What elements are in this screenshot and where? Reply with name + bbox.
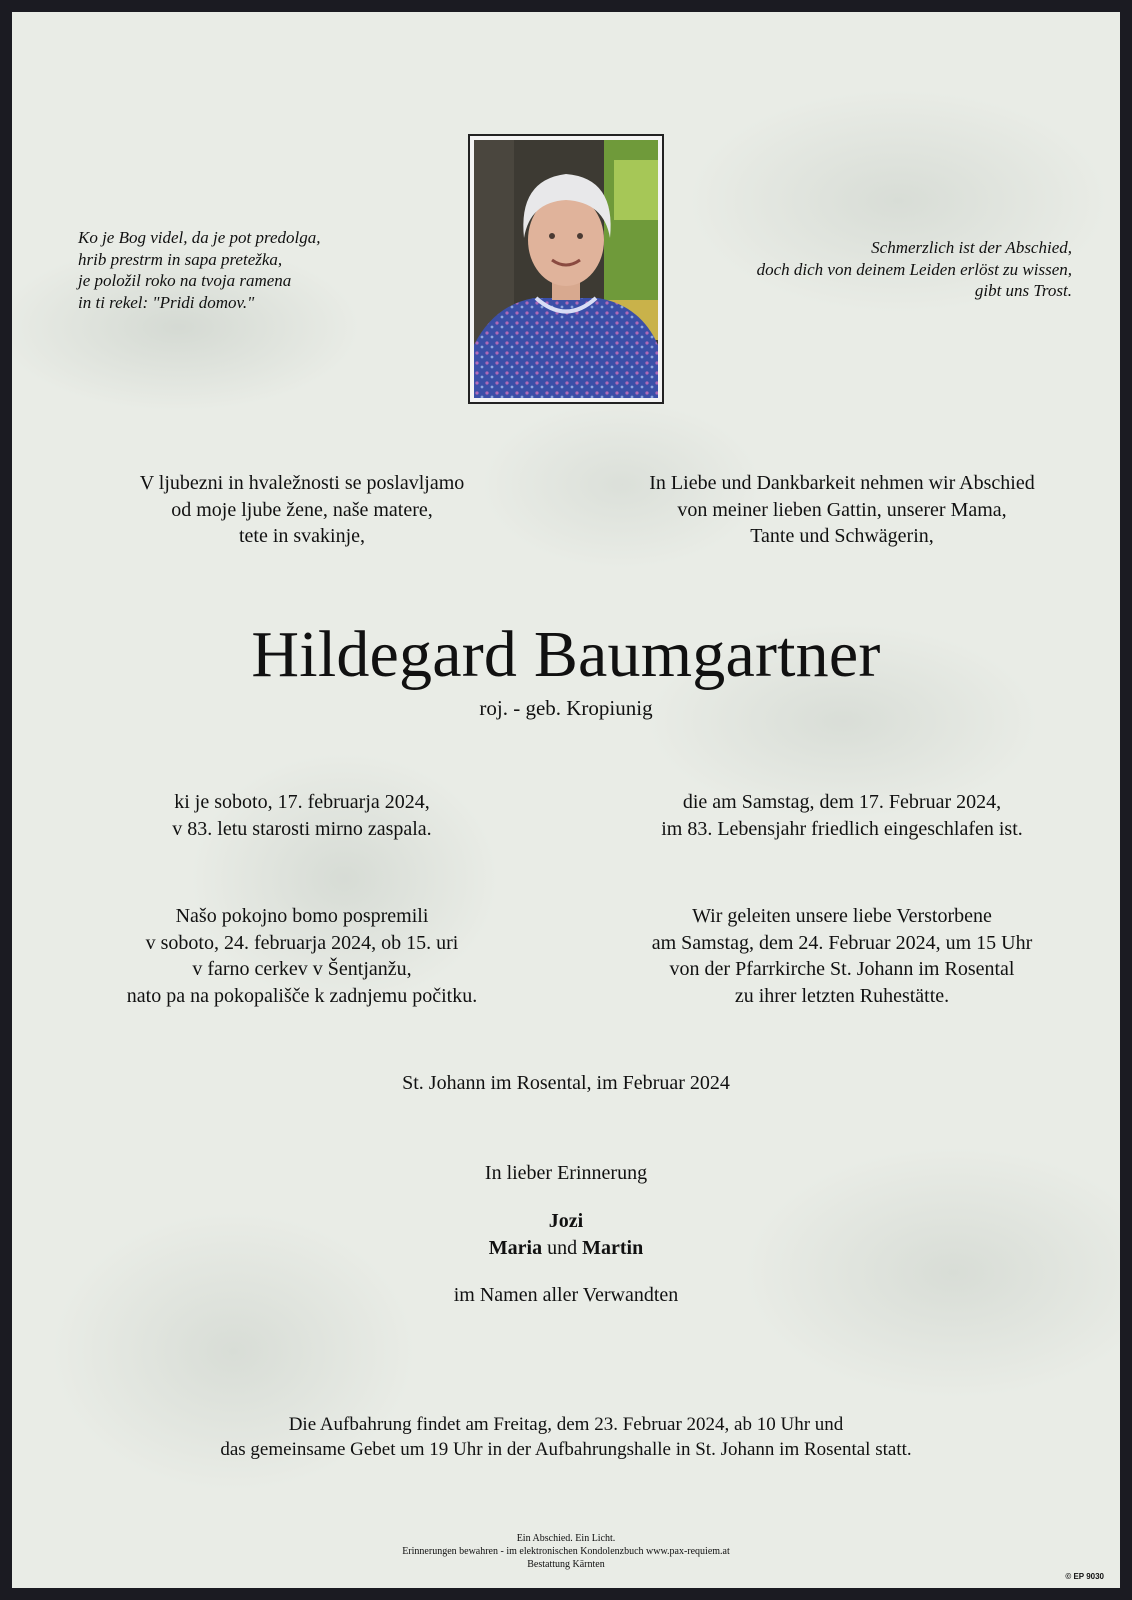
text-line: In Liebe und Dankbarkeit nehmen wir Abschied	[649, 472, 1035, 494]
text-line: Našo pokojno bomo pospremili	[175, 905, 429, 927]
text-line: v 83. letu starosti mirno zaspala.	[172, 817, 432, 840]
footer	[12, 1532, 1120, 1571]
text-line: od moje ljube žene, naše matere,	[171, 498, 433, 521]
text-line: das gemeinsame Gebet um 19 Uhr in der Aufbahrungshalle in St. Johann im Rosental statt.	[220, 1439, 912, 1460]
text-line: ki je soboto, 17. februarja 2024,	[174, 791, 430, 813]
text-line: Wir geleiten unsere liebe Verstorbene	[692, 905, 992, 927]
poem-line: Ko je Bog videl, da je pot predolga,	[78, 228, 321, 247]
deceased-name: Hildegard Baumgartner	[251, 618, 881, 691]
text-line: im 83. Lebensjahr friedlich eingeschlafen ist.	[661, 817, 1023, 840]
mourner-joiner: und	[547, 1236, 578, 1259]
footer-line: Bestattung Kärnten	[527, 1559, 605, 1570]
obituary-sheet	[12, 12, 1120, 1588]
poem-line: je položil roko na tvoja ramena	[78, 271, 292, 290]
text-line: von meiner lieben Gattin, unserer Mama,	[677, 498, 1007, 521]
poem-line: hrib prestrm in sapa pretežka,	[78, 249, 283, 269]
poem-german	[652, 237, 1072, 302]
text-line: nato pa na pokopališče k zadnjemu počitku.	[126, 984, 478, 1007]
death-notice-slovenian	[52, 789, 552, 842]
text-line: v soboto, 24. februarja 2024, ob 15. uri	[145, 931, 459, 954]
text-line: zu ihrer letzten Ruhestätte.	[734, 984, 950, 1007]
portrait-photo	[468, 134, 664, 404]
text-line: Tante und Schwägerin,	[750, 525, 934, 547]
poem-line: in ti rekel: "Pridi domov."	[78, 292, 255, 312]
place-date: St. Johann im Rosental, im Februar 2024	[402, 1072, 730, 1094]
death-notice-german	[592, 789, 1092, 842]
intro-slovenian	[52, 470, 552, 550]
poem-line: doch dich von deinem Leiden erlöst zu wissen,	[756, 259, 1072, 279]
relatives-line: im Namen aller Verwandten	[453, 1284, 679, 1306]
portrait-image	[474, 140, 658, 398]
remembrance-heading: In lieber Erinnerung	[484, 1162, 648, 1184]
copyright-mark: © EP 9030	[1065, 1572, 1104, 1581]
poem-line: Schmerzlich ist der Abschied,	[871, 238, 1072, 257]
text-line: die am Samstag, dem 17. Februar 2024,	[682, 791, 1002, 813]
mourners	[12, 1208, 1120, 1261]
footer-line: Ein Abschied. Ein Licht.	[516, 1533, 616, 1544]
text-line: Die Aufbahrung findet am Freitag, dem 23. Februar 2024, ab 10 Uhr und	[288, 1414, 844, 1435]
mourner-name: Martin	[582, 1236, 644, 1259]
poem-line: gibt uns Trost.	[974, 281, 1072, 300]
text-line: am Samstag, dem 24. Februar 2024, um 15 Uhr	[651, 931, 1033, 954]
intro-german	[592, 470, 1092, 550]
text-line: v farno cerkev v Šentjanžu,	[192, 958, 412, 980]
maiden-name: roj. - geb. Kropiunig	[479, 696, 653, 720]
text-line: tete in svakinje,	[238, 525, 366, 547]
poem-slovenian	[78, 227, 408, 313]
mourner-line	[12, 1235, 1120, 1262]
footer-line: Erinnerungen bewahren - im elektronischen Kondolenzbuch www.pax-requiem.at	[402, 1546, 730, 1557]
mourner-name: Jozi	[548, 1210, 584, 1232]
viewing-info	[12, 1412, 1120, 1462]
mourner-name: Maria	[488, 1236, 543, 1259]
funeral-slovenian	[52, 903, 552, 1009]
text-line: V ljubezni in hvaležnosti se poslavljamo	[139, 472, 465, 494]
text-line: von der Pfarrkirche St. Johann im Rosental	[669, 958, 1015, 980]
funeral-german	[592, 903, 1092, 1009]
